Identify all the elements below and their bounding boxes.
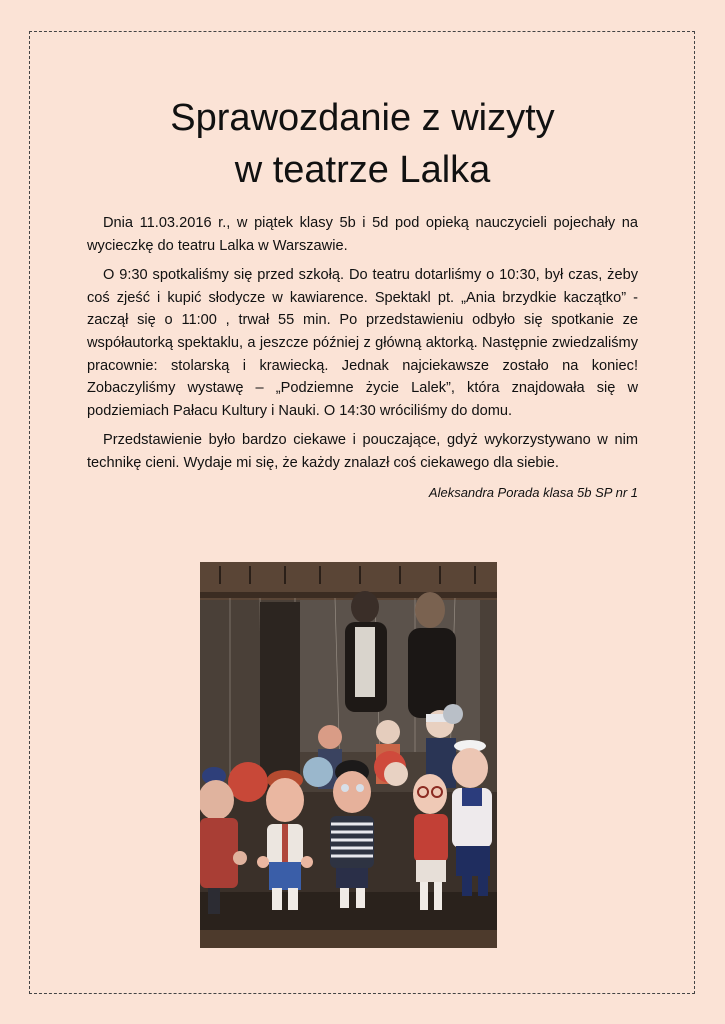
author-signature: Aleksandra Porada klasa 5b SP nr 1 [428,484,638,500]
title-line-1: Sprawozdanie z wizyty [170,97,555,139]
report-body [87,212,638,504]
paragraph-summary: Przedstawienie było bardzo ciekawe i pouczające, gdyż wykorzystywano w nim technikę cieni. Wydaje mi się, że każdy znalazł coś ciekawego dla siebie. [87,432,638,471]
puppets-photo [200,562,497,948]
paragraph-trip: O 9:30 spotkaliśmy się przed szkołą. Do teatru dotarliśmy o 10:30, był czas, żeby coś zjeść i kupić słodycze w kawiarence. Spektakl pt. „Ania brzydkie kaczątko” - zaczął się o 11:00 , trwał 55 min. Po przedstawieniu odbyło się spotkanie ze współautorką spektaklu, a jeszcze później z główną aktorką. Następnie zwiedzaliśmy pracownie: stolarską i krawiecką. Jednak najciekawsze zostało na koniec! Zobaczyliśmy wystawę – „Podziemne życie Lalek”, która znajdowała się w podziemiach Pałacu Kultury i Nauki. O 14:30 wróciliśmy do domu. [87,267,638,419]
document-title [0,92,725,196]
paragraph-intro: Dnia 11.03.2016 r., w piątek klasy 5b i 5d pod opieką nauczycieli pojechały na wycieczkę do teatru Lalka w Warszawie. [87,215,638,254]
title-line-2: w teatrze Lalka [234,149,491,191]
